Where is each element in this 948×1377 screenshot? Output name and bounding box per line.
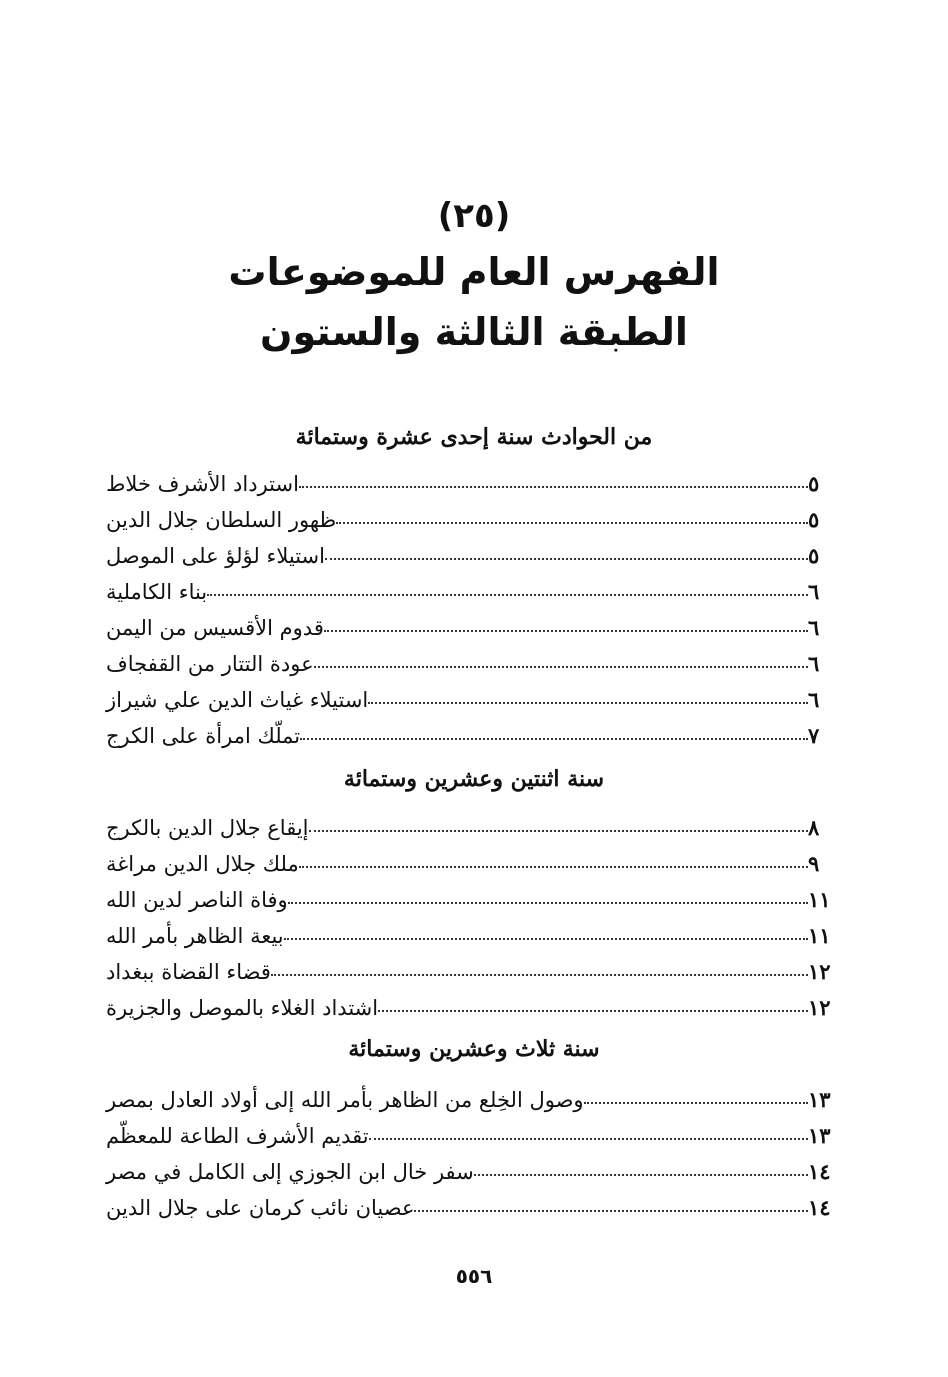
toc-entry bbox=[100, 1078, 850, 1112]
toc-entry-page: ٥ bbox=[808, 543, 820, 568]
toc-entry bbox=[100, 678, 850, 712]
toc-entry-label: ملك جلال الدين مراغة bbox=[106, 852, 299, 876]
dot-leader bbox=[299, 865, 808, 868]
toc-entry-page: ٦ bbox=[808, 687, 820, 712]
dot-leader bbox=[284, 937, 808, 940]
dot-leader bbox=[288, 901, 808, 904]
page-number: ٥٥٦ bbox=[455, 1264, 493, 1288]
toc-entry-label: استيلاء لؤلؤ على الموصل bbox=[106, 544, 325, 568]
dot-leader bbox=[325, 557, 808, 560]
dot-leader bbox=[314, 665, 808, 668]
toc-entry-label: وفاة الناصر لدين الله bbox=[106, 888, 288, 912]
toc-entry bbox=[100, 806, 850, 840]
toc-entry bbox=[100, 498, 850, 532]
toc-entry-page: ١١ bbox=[808, 923, 831, 948]
toc-entry-label: قدوم الأقسيس من اليمن bbox=[106, 616, 324, 640]
toc-entry-label: وصول الخِلع من الظاهر بأمر الله إلى أولاد العادل بمصر bbox=[106, 1088, 584, 1112]
toc-entry bbox=[100, 914, 850, 948]
toc-entry-page: ٩ bbox=[808, 851, 820, 876]
toc-entry bbox=[100, 606, 850, 640]
toc-entry bbox=[100, 462, 850, 496]
toc-entry-page: ٦ bbox=[808, 579, 820, 604]
page-title: الفهرس العام للموضوعات bbox=[228, 250, 720, 294]
toc-entry-page: ٥ bbox=[808, 471, 820, 496]
dot-leader bbox=[207, 593, 808, 596]
toc-entry bbox=[100, 534, 850, 568]
toc-entry-label: استيلاء غياث الدين علي شيراز bbox=[106, 688, 369, 712]
toc-entry bbox=[100, 1186, 850, 1220]
dot-leader bbox=[336, 521, 808, 524]
dot-leader bbox=[271, 973, 808, 976]
toc-entry-page: ٧ bbox=[808, 723, 820, 748]
toc-entry-page: ٥ bbox=[808, 507, 820, 532]
toc-entry-page: ١١ bbox=[808, 887, 831, 912]
toc-entry bbox=[100, 878, 850, 912]
page-subtitle: الطبقة الثالثة والستون bbox=[260, 310, 688, 354]
dot-leader bbox=[368, 701, 808, 704]
dot-leader bbox=[474, 1173, 808, 1176]
toc-entry bbox=[100, 986, 850, 1020]
toc-entry-label: استرداد الأشرف خلاط bbox=[106, 472, 299, 496]
toc-entry-label: تقديم الأشرف الطاعة للمعظّم bbox=[106, 1124, 369, 1148]
toc-entry-label: عصيان نائب كرمان على جلال الدين bbox=[106, 1196, 415, 1220]
toc-entry-page: ١٣ bbox=[808, 1123, 831, 1148]
toc-entry-page: ١٢ bbox=[808, 959, 831, 984]
toc-entry-page: ١٤ bbox=[808, 1159, 831, 1184]
dot-leader bbox=[324, 629, 808, 632]
toc-entry bbox=[100, 950, 850, 984]
toc-entry-page: ٦ bbox=[808, 651, 820, 676]
toc-entry-page: ١٣ bbox=[808, 1087, 831, 1112]
toc-entry-label: قضاء القضاة ببغداد bbox=[106, 960, 271, 984]
dot-leader bbox=[299, 485, 808, 488]
toc-entry bbox=[100, 642, 850, 676]
toc-entry-label: عودة التتار من القفجاف bbox=[106, 652, 314, 676]
toc-entry-label: سفر خال ابن الجوزي إلى الكامل في مصر bbox=[106, 1160, 474, 1184]
toc-entry-label: إيقاع جلال الدين بالكرج bbox=[106, 816, 309, 840]
toc-entry-page: ٦ bbox=[808, 615, 820, 640]
section-heading-3: سنة ثلاث وعشرين وستمائة bbox=[348, 1036, 600, 1062]
dot-leader bbox=[300, 737, 808, 740]
toc-entry-page: ١٢ bbox=[808, 995, 831, 1020]
toc-entry bbox=[100, 570, 850, 604]
toc-entry-label: بناء الكاملية bbox=[106, 580, 208, 604]
toc-entry-page: ٨ bbox=[808, 815, 820, 840]
toc-entry bbox=[100, 1150, 850, 1184]
toc-entry bbox=[100, 1114, 850, 1148]
dot-leader bbox=[378, 1009, 808, 1012]
toc-entry bbox=[100, 714, 850, 748]
section-heading-2: سنة اثنتين وعشرين وستمائة bbox=[343, 766, 605, 792]
section-heading-1: من الحوادث سنة إحدى عشرة وستمائة bbox=[295, 424, 653, 450]
toc-entry-label: ظهور السلطان جلال الدين bbox=[106, 508, 337, 532]
toc-entry-label: بيعة الظاهر بأمر الله bbox=[106, 924, 284, 948]
toc-entry-label: تملّك امرأة على الكرج bbox=[106, 724, 301, 748]
dot-leader bbox=[309, 829, 809, 832]
toc-entry-page: ١٤ bbox=[808, 1195, 831, 1220]
dot-leader bbox=[414, 1209, 808, 1212]
dot-leader bbox=[584, 1101, 808, 1104]
toc-entry-label: اشتداد الغلاء بالموصل والجزيرة bbox=[106, 996, 379, 1020]
toc-entry bbox=[100, 842, 850, 876]
dot-leader bbox=[369, 1137, 808, 1140]
index-number: (٢٥) bbox=[437, 196, 511, 236]
